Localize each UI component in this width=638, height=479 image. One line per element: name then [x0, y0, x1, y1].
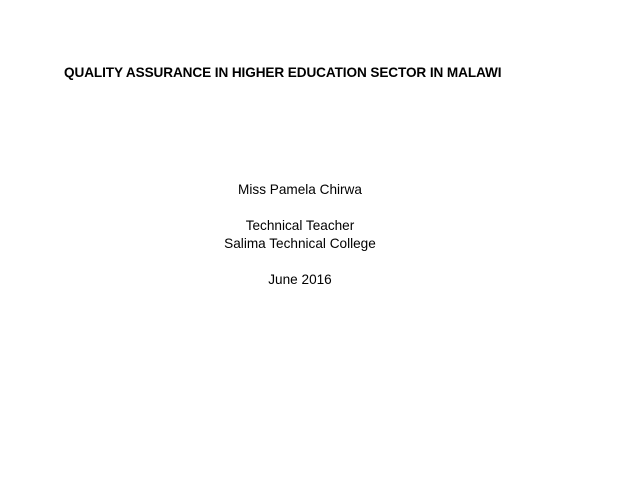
spacer: [150, 253, 450, 271]
presentation-date: June 2016: [268, 272, 332, 287]
author-block: [150, 181, 450, 289]
spacer: [150, 199, 450, 217]
slide-title: QUALITY ASSURANCE IN HIGHER EDUCATION SECTOR IN MALAWI: [64, 65, 502, 80]
author-name: Miss Pamela Chirwa: [238, 182, 362, 197]
author-institution: Salima Technical College: [224, 236, 376, 251]
author-position: Technical Teacher: [245, 218, 355, 233]
